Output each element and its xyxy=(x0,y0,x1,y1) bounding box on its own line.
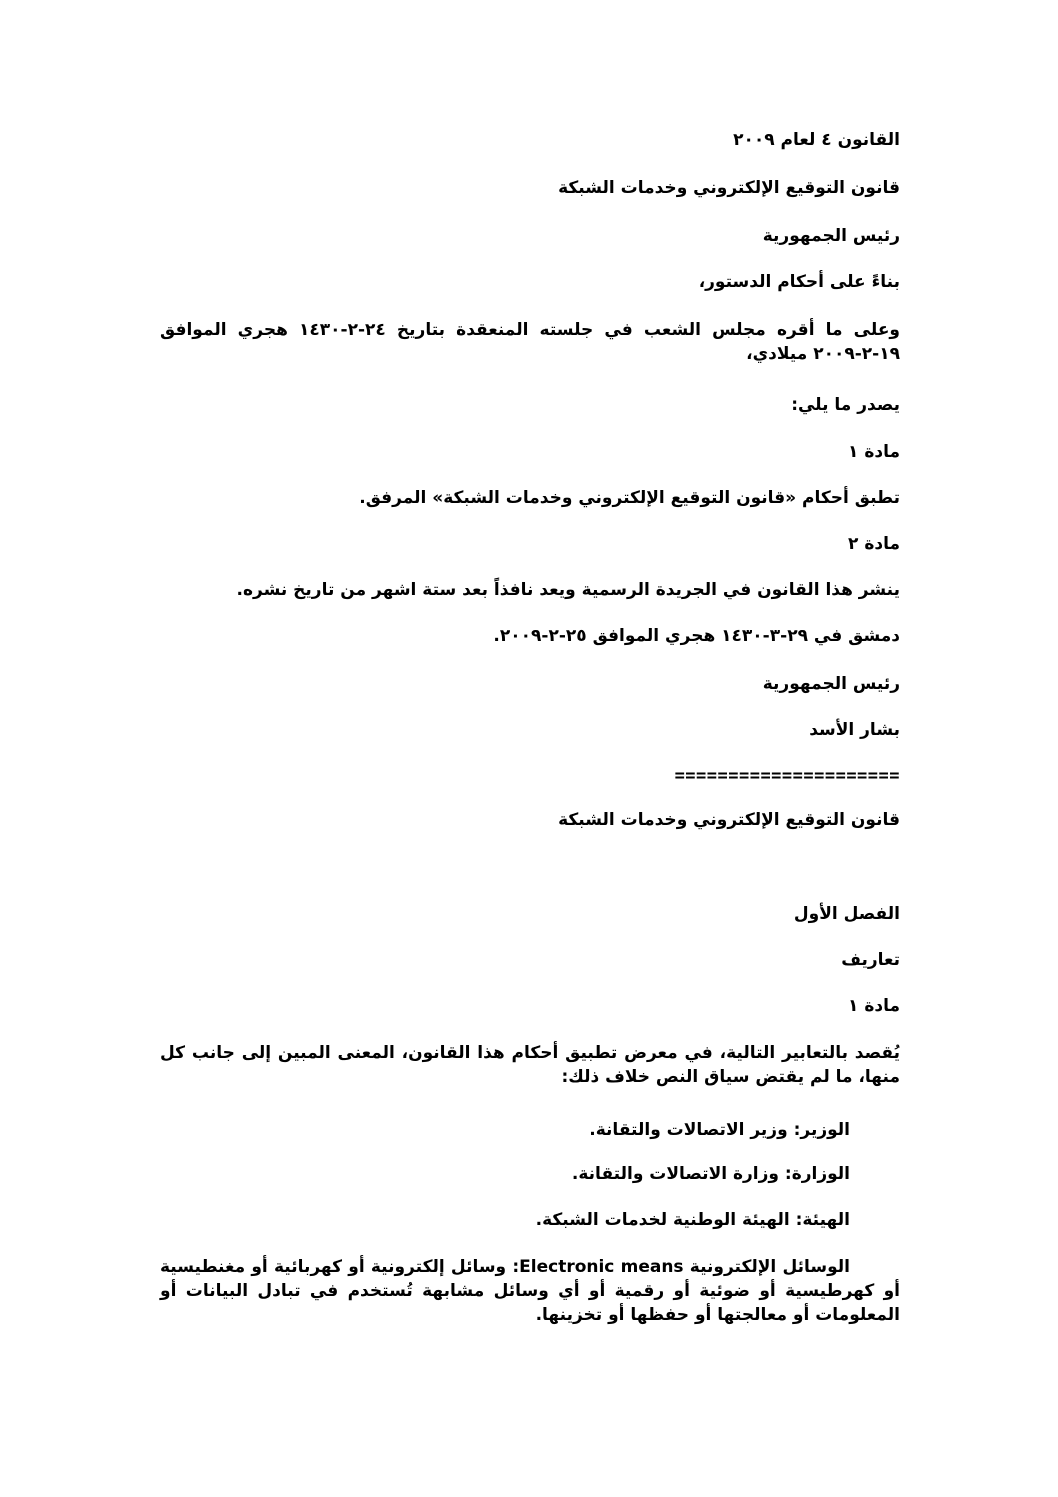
annex-article-1-heading: مادة ١ xyxy=(848,996,900,1016)
definitions-heading: تعاريف xyxy=(841,950,900,970)
date-line: دمشق في ٢٩-٣-١٤٣٠ هجري الموافق ٢٥-٢-٢٠٠٩. xyxy=(493,626,900,646)
definition-minister: الوزير: وزير الاتصالات والتقانة. xyxy=(589,1120,850,1140)
law-number: القانون ٤ لعام ٢٠٠٩ xyxy=(733,130,900,150)
definition-electronic-means: الوسائل الإلكترونية Electronic means: وسائل إلكترونية أو كهربائية أو مغنطيسية أو كهرطيسية أو ضوئية أو رقمية أو أي وسائل مشابهة تُستخدم في تبادل البيانات أو المعلومات أو معالجتها أو حفظها أو تخزينها. xyxy=(160,1257,900,1325)
president-name: بشار الأسد xyxy=(809,720,900,740)
article-2-heading: مادة ٢ xyxy=(848,534,900,554)
annex-title: قانون التوقيع الإلكتروني وخدمات الشبكة xyxy=(558,810,900,830)
definition-authority: الهيئة: الهيئة الوطنية لخدمات الشبكة. xyxy=(535,1210,850,1230)
president-title: رئيس الجمهورية xyxy=(762,674,900,694)
article-1-text: تطبق أحكام «قانون التوقيع الإلكتروني وخدمات الشبكة» المرفق. xyxy=(359,488,900,508)
issues-clause: يصدر ما يلي: xyxy=(791,395,900,415)
article-2-text: ينشر هذا القانون في الجريدة الرسمية ويعد نافذاً بعد ستة اشهر من تاريخ نشره. xyxy=(236,580,900,600)
constitution-clause: بناءً على أحكام الدستور، xyxy=(698,272,900,292)
president-heading: رئيس الجمهورية xyxy=(762,226,900,246)
definition-ministry: الوزارة: وزارة الاتصالات والتقانة. xyxy=(571,1164,850,1184)
section-separator: ===================== xyxy=(674,766,900,786)
approval-clause: وعلى ما أقره مجلس الشعب في جلسته المنعقدة بتاريخ ٢٤-٢-١٤٣٠ هجري الموافق ١٩-٢-٢٠٠٩ ميلادي، xyxy=(160,320,900,364)
definitions-intro: يُقصد بالتعابير التالية، في معرض تطبيق أحكام هذا القانون، المعنى المبين إلى جانب كل منها، ما لم يقتض سياق النص خلاف ذلك: xyxy=(160,1043,900,1087)
chapter-heading: الفصل الأول xyxy=(793,904,900,924)
article-1-heading: مادة ١ xyxy=(848,442,900,462)
law-title: قانون التوقيع الإلكتروني وخدمات الشبكة xyxy=(558,178,900,198)
